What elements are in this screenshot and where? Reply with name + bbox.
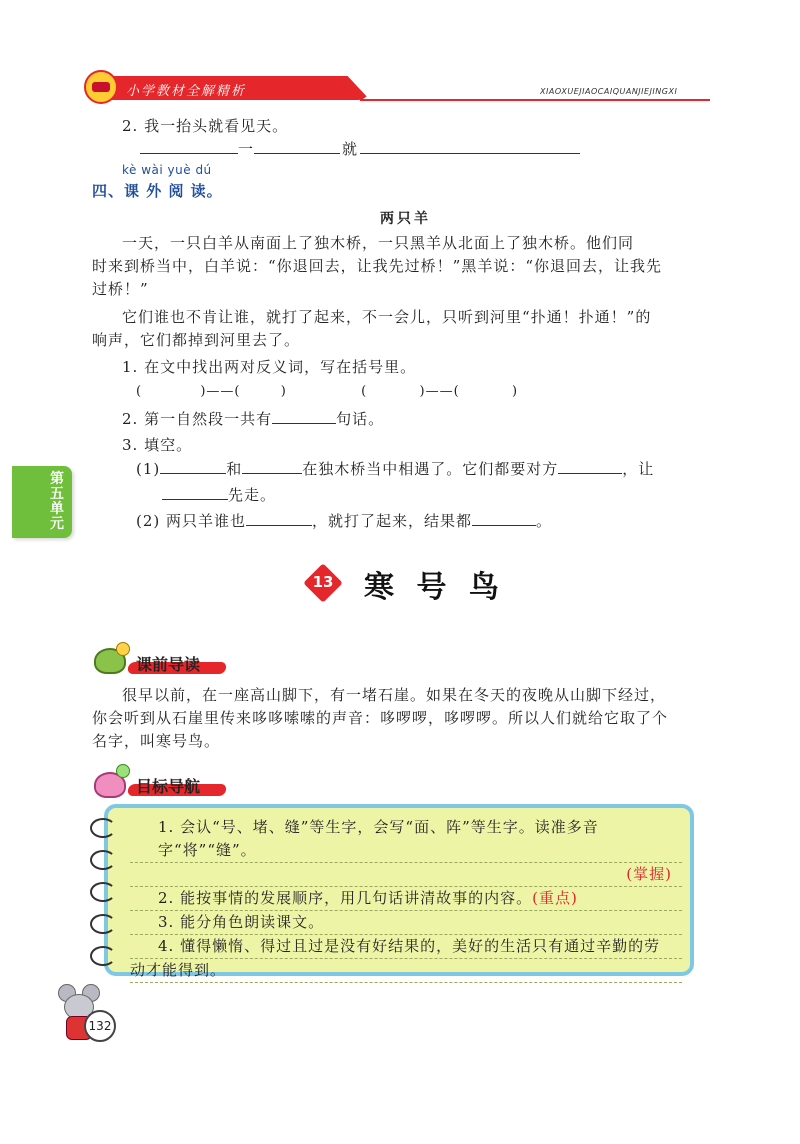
preview-text <box>92 684 712 753</box>
bracket: ) <box>280 384 287 399</box>
question-text: 先走。 <box>228 486 277 504</box>
passage-title: 两只羊 <box>380 211 431 227</box>
series-title: 小学教材全解精析 <box>126 84 247 99</box>
goal-item-cont <box>130 959 682 983</box>
notebook-spiral <box>90 818 120 968</box>
page-number: 132 <box>88 1019 112 1033</box>
fill-blank[interactable] <box>242 459 302 474</box>
preview-heading-block <box>92 640 232 676</box>
header-bar <box>70 70 710 102</box>
passage-line: 它们谁也不肯让谁，就打了起来，不一会儿，只听到河里“扑通！扑通！”的 <box>122 308 652 326</box>
goals-list <box>130 816 682 983</box>
header-rule <box>360 99 710 101</box>
lesson-title: 寒 号 鸟 <box>364 570 505 605</box>
question-2 <box>122 408 384 431</box>
fill-blank[interactable] <box>360 139 580 154</box>
question-3-part-2 <box>136 510 552 533</box>
fill-word: 就 <box>342 140 359 158</box>
question-text: ，就打了起来，结果都 <box>312 512 473 530</box>
question-text: 和 <box>226 460 243 478</box>
exercise-2-fill-row <box>140 138 600 161</box>
spiral-ring-icon <box>90 946 116 966</box>
fill-word: 一 <box>238 140 255 158</box>
question-text: (1) <box>136 460 161 478</box>
goal-text: 4. 懂得懒惰、得过且过是没有好结果的，美好的生活只有通过辛勤的劳 <box>158 937 661 955</box>
question-1-brackets <box>136 380 596 403</box>
passage-paragraph-2 <box>92 306 712 352</box>
spiral-ring-icon <box>90 850 116 870</box>
spiral-ring-icon <box>90 882 116 902</box>
fill-blank[interactable] <box>558 459 622 474</box>
goal-item <box>130 816 682 863</box>
series-logo-icon <box>84 70 118 104</box>
bracket: ( <box>136 384 143 399</box>
goal-item <box>130 935 682 959</box>
bracket: ) <box>511 384 519 399</box>
goals-heading-block <box>92 762 232 798</box>
passage-paragraph-1 <box>92 232 712 301</box>
bracket: )——( <box>419 384 460 399</box>
preview-line: 你会听到从石崖里传来哆哆嗦嗦的声音：哆啰啰，哆啰啰。所以人们就给它取了个 <box>92 709 669 727</box>
goal-item-tag-row <box>130 863 682 887</box>
fill-blank[interactable] <box>162 485 228 500</box>
fill-blank[interactable] <box>472 511 536 526</box>
question-text: (2) 两只羊谁也 <box>136 512 247 530</box>
question-1: 1. 在文中找出两对反义词，写在括号里。 <box>122 358 417 376</box>
fill-blank[interactable] <box>140 139 238 154</box>
question-text: 2. 第一自然段一共有 <box>122 410 273 428</box>
spiral-ring-icon <box>90 914 116 934</box>
fill-blank[interactable] <box>246 511 312 526</box>
section-title: 四、课 外 阅 读。 <box>92 182 223 200</box>
spiral-ring-icon <box>90 818 116 838</box>
passage-line: 过桥！” <box>92 280 149 298</box>
passage-line: 响声，它们都掉到河里去了。 <box>92 331 301 349</box>
goal-text: 动才能得到。 <box>130 961 227 979</box>
preview-line: 名字，叫寒号鸟。 <box>92 732 221 750</box>
question-text: 句话。 <box>336 410 385 428</box>
preview-line: 很早以前，在一座高山脚下，有一堵石崖。如果在冬天的夜晚从山脚下经过， <box>122 686 667 704</box>
lesson-number: 13 <box>312 573 334 591</box>
page-number-circle <box>84 1010 116 1042</box>
exercise-2-prompt: 2. 我一抬头就看见天。 <box>122 117 289 135</box>
fill-blank[interactable] <box>254 139 340 154</box>
goal-tag: (重点) <box>532 889 578 907</box>
question-text: ，让 <box>622 460 655 478</box>
bracket: )——( <box>200 384 241 399</box>
fill-blank[interactable] <box>160 459 226 474</box>
unit-side-tab-label: 第五单元 <box>50 471 64 532</box>
question-3: 3. 填空。 <box>122 436 193 454</box>
question-3-part-1 <box>136 458 716 481</box>
question-text: 在独木桥当中相遇了。它们都要对方 <box>302 460 559 478</box>
goal-text: 1. 会认“号、堵、缝”等生字，会写“面、阵”等生字。读准多音字“将”“缝”。 <box>158 818 599 859</box>
goal-item <box>130 911 682 935</box>
goal-text: 3. 能分角色朗读课文。 <box>158 913 325 931</box>
passage-line: 时来到桥当中，白羊说：“你退回去，让我先过桥！”黑羊说：“你退回去，让我先 <box>92 257 663 275</box>
question-text: 。 <box>536 512 553 530</box>
question-3-part-1-cont <box>162 484 276 507</box>
preview-heading: 课前导读 <box>136 655 201 674</box>
goal-tag: (掌握) <box>626 865 672 883</box>
series-pinyin: XIAOXUEJIAOCAIQUANJIEJINGXI <box>540 87 678 96</box>
lesson-number-badge <box>304 564 342 602</box>
section-pinyin: kè wài yuè dú <box>122 163 212 177</box>
goal-item <box>130 887 682 911</box>
unit-side-tab <box>12 466 72 538</box>
passage-line: 一天，一只白羊从南面上了独木桥，一只黑羊从北面上了独木桥。他们同 <box>122 234 635 252</box>
fill-blank[interactable] <box>272 409 336 424</box>
goal-text: 2. 能按事情的发展顺序，用几句话讲清故事的内容。 <box>158 889 533 907</box>
bracket: ( <box>361 384 368 399</box>
goals-heading: 目标导航 <box>136 777 201 796</box>
